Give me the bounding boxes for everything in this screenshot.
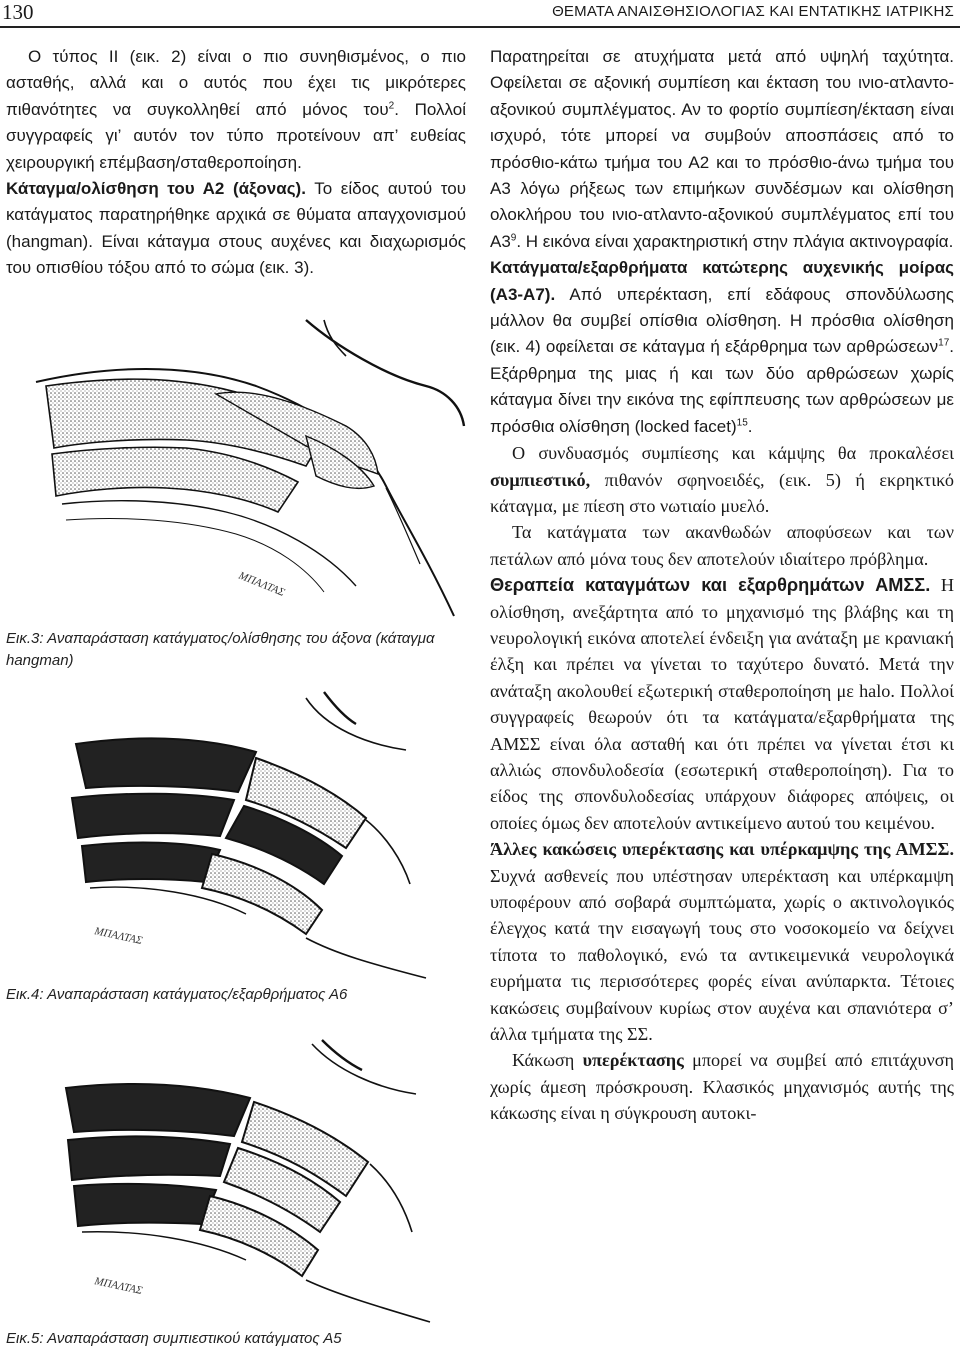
right-paragraph-3: Ο συνδυασμός συμπίεσης και κάμψης θα προκαλέσει συμπιεστικό, πιθανόν σφηνοειδές, (εικ. 5) ή εκρηκτικό κάταγμα, με πίεση στο νωτιαίο μυελό. bbox=[490, 443, 954, 516]
figure-5-signature: ΜΠΑΛΤΑΣ bbox=[93, 1275, 144, 1298]
figure-5-illustration bbox=[6, 1036, 466, 1328]
figure-4-caption: Εικ.4: Αναπαράσταση κατάγματος/εξαρθρήματος Α6 bbox=[6, 986, 348, 1003]
figure-4 bbox=[6, 688, 466, 1006]
section-heading-axis: Κάταγμα/ολίσθηση του Α2 (άξονας). bbox=[6, 179, 306, 199]
figure-5-caption: Εικ.5: Αναπαράσταση συμπιεστικού κατάγματος Α5 bbox=[6, 1330, 342, 1347]
section-heading-lower-cervical: Κατάγματα/εξαρθρήματα κατώτερης αυχενικής μοίρας (Α3-Α7). bbox=[490, 258, 954, 304]
section-heading-other-injuries: Άλλες κακώσεις υπερέκτασης και υπέρκαμψης της ΑΜΣΣ. bbox=[490, 839, 954, 860]
left-paragraph-2: Κάταγμα/ολίσθηση του Α2 (άξονας). Το είδος αυτού του κατάγματος παρατηρήθηκε αρχικά σε θύματα απαγχονισμού (hangman). Είναι κάταγμα στους αυχένες και διαχωρισμός του οπισθίου τόξου από το σώμα (εικ. 3). bbox=[6, 179, 466, 278]
figure-5 bbox=[6, 1036, 466, 1350]
right-paragraph-1: Παρατηρείται σε ατυχήματα μετά από υψηλή ταχύτητα. Οφείλεται σε αξονική συμπίεση και έκταση του ινιο-ατλαντο-αξονικού συμπλέγματος. Αν το φορτίο συμπίεση/έκταση είναι ισχυρό, τότε μπορεί να συμβούν αποσπάσεις από το πρόσθιο-κάτω τμήμα του Α2 και το πρόσθιο-άνω τμήμα του Α3 λόγω ρήξεως των επιμήκων συνδέσμων και ολίσθηση ολοκλήρου του ινιο-ατλαντο-αξονικού συμπλέγματος επί του $A3^9$. Η εικόνα είναι χαρακτηριστική στην πλάγια ακτινογραφία. bbox=[490, 47, 954, 251]
figure-3-caption: Εικ.3: Αναπαράσταση κατάγματος/ολίσθησης του άξονα (κάταγμα hangman) bbox=[6, 630, 435, 669]
figure-3-signature: ΜΠΑΛΤΑΣ bbox=[236, 569, 287, 599]
journal-title: ΘΕΜΑΤΑ ΑΝΑΙΣΘΗΣΙΟΛΟΓΙΑΣ ΚΑΙ ΕΝΤΑΤΙΚΗΣ ΙΑΤΡΙΚΗΣ bbox=[552, 3, 954, 20]
right-paragraph-5: Θεραπεία καταγμάτων και εξαρθρημάτων ΑΜΣΣ. Η ολίσθηση, ανεξάρτητα από το μηχανισμό της βλάβης και τη νευρολογική εικόνα αποτελεί ένδειξη για ανάταξη με κρανιακή έλξη και πρέπει να γίνεται το ταχύτερο δυνατό. Μετά την ανάταξη ακολουθεί εξωτερική σταθεροποίηση με halo. Πολλοί συγγραφείς θεωρούν ότι τα κατάγματα/εξαρθρήματα της ΑΜΣΣ είναι όλα ασταθή και ότι πρέπει να γίνεται έτσι κι αλλιώς σπονδυλοδεσία (εσωτερική σταθεροποίηση). Για το είδος της σπονδυλοδεσίας υπάρχουν διάφορες απόψεις, οι οποίες όμως δεν αποτελούν αντικείμενο αυτού του κειμένου. bbox=[490, 575, 955, 833]
right-paragraph-2: Κατάγματα/εξαρθρήματα κατώτερης αυχενικής μοίρας (Α3-Α7). Από υπερέκταση, επί εδάφους σπονδύλωσης μάλλον θα συμβεί οπίσθια ολίσθηση. Η πρόσθια ολίσθηση (εικ. 4) οφείλεται σε κάταγμα ή εξάρθρημα των αρθρώσεων$^{17}$. Εξάρθρημα της μιας ή και των δύο αρθρώσεων χωρίς κάταγμα δίνει την εικόνα της εφίππευσης των αρθρώσεων με πρόσθια ολίσθηση (locked facet)$^{15}$. bbox=[490, 258, 954, 436]
right-paragraph-4: Τα κατάγματα των ακανθωδών αποφύσεων και των πετάλων από μόνα τους δεν αποτελούν ιδιαίτερο πρόβλημα. bbox=[490, 522, 954, 569]
header-rule bbox=[0, 26, 960, 28]
section-heading-treatment: Θεραπεία καταγμάτων και εξαρθρημάτων ΑΜΣΣ. bbox=[490, 575, 931, 596]
figure-4-signature: ΜΠΑΛΤΑΣ bbox=[93, 925, 144, 948]
figure-3 bbox=[6, 316, 466, 672]
right-paragraph-7: Κάκωση υπερέκτασης μπορεί να συμβεί από επιτάχυνση χωρίς άμεση πρόσκρουση. Κλασικός μηχανισμός αυτής της κάκωσης είναι η σύγκρουση αυτοκι- bbox=[490, 1050, 955, 1124]
right-column bbox=[490, 44, 954, 1127]
left-column bbox=[6, 44, 466, 282]
right-paragraph-6: Άλλες κακώσεις υπερέκτασης και υπέρκαμψης της ΑΜΣΣ. Συχνά ασθενείς που υπέστησαν υπερέκταση και υπέρκαμψη υποφέρουν από σοβαρά συμπτώματα, χωρίς ο ακτινολογικός έλεγχος κατά την εισαγωγή τους στο νοσοκομείο να δείχνει τίποτα το παθολογικό, ενώ τα αντικειμενικά νευρολογικά ευρήματα τις περισσότερες φορές είναι ανύπαρκτα. Τέτοιες κακώσεις συμβαίνουν κυρίως στον αυχένα και σπανιότερα σ’ άλλα τμήματα της ΣΣ. bbox=[490, 839, 954, 1045]
page-header bbox=[0, 0, 960, 30]
left-paragraph-1: Ο τύπος ΙΙ (εικ. 2) είναι ο πιο συνηθισμένος, ο πιο ασταθής, αλλά και ο αυτός που έχει τις μικρότερες πιθανότητες να συγκολληθεί από μόνος του$^2$. Πολλοί συγγραφείς γι’ αυτόν τον τύπο προτείνουν απ’ ευθείας χειρουργική επέμβαση/σταθεροποίηση. bbox=[6, 47, 466, 172]
page-number: 130 bbox=[2, 0, 34, 24]
figure-3-illustration bbox=[6, 316, 466, 628]
figure-4-illustration bbox=[6, 688, 466, 984]
